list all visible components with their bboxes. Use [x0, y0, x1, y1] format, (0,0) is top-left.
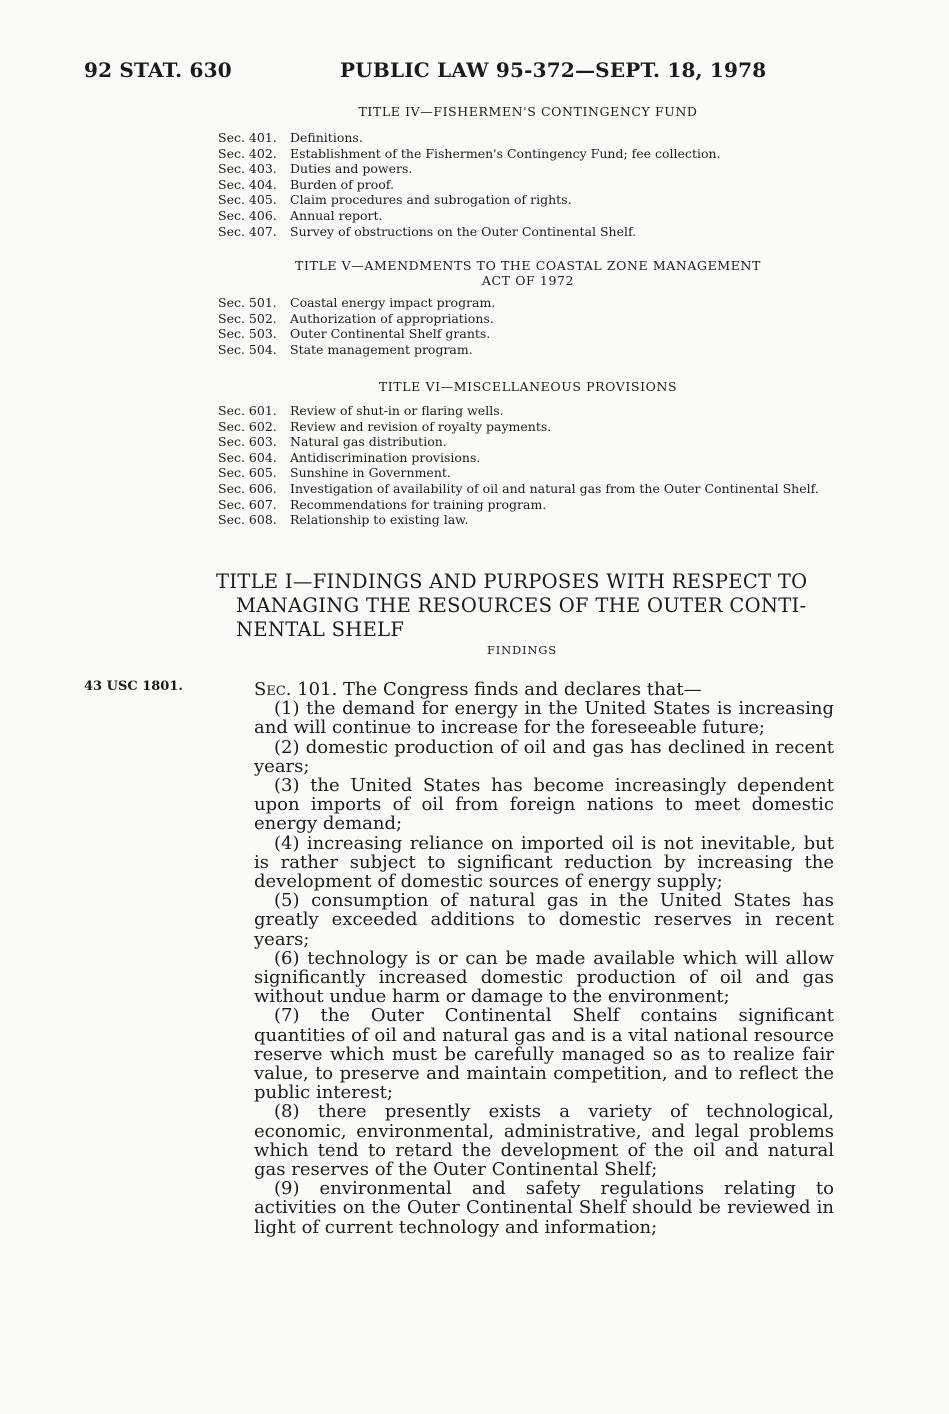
toc-entry: Sec. 501. Coastal energy impact program.	[218, 295, 496, 310]
title-v-block	[218, 258, 838, 357]
title-i-line1: TITLE I—FINDINGS AND PURPOSES WITH RESPECT TO	[216, 570, 808, 593]
title-vi-heading: TITLE VI—MISCELLANEOUS PROVISIONS	[378, 379, 678, 394]
toc-entry: Sec. 605. Sunshine in Government.	[218, 465, 451, 481]
toc-entry: Sec. 406. Annual report.	[218, 207, 383, 223]
toc-entry: Sec. 401. Definitions.	[218, 130, 363, 145]
toc-entry: Sec. 603. Natural gas distribution.	[218, 434, 447, 450]
title-iv-heading: TITLE IV—FISHERMEN'S CONTINGENCY FUND	[358, 104, 698, 119]
toc-entry: Sec. 503. Outer Continental Shelf grants.	[218, 326, 491, 342]
title-v-heading	[218, 258, 838, 288]
finding-paragraph: (1) the demand for energy in the United States is increasing and will continue to increase for the foreseeable future;	[254, 698, 834, 739]
finding-paragraph: (6) technology is or can be made available which will allow significantly increased domestic production of oil and gas without undue harm or damage to the environment;	[254, 947, 834, 1008]
toc-entry: Sec. 607. Recommendations for training program.	[218, 496, 547, 512]
toc-entry: Sec. 604. Antidiscrimination provisions.	[218, 449, 481, 465]
title-iv-section-list	[218, 130, 838, 239]
toc-entry: Sec. 608. Relationship to existing law.	[218, 512, 469, 528]
running-header: PUBLIC LAW 95-372—SEPT. 18, 1978	[340, 58, 767, 82]
finding-paragraph: (8) there presently exists a variety of technological, economic, environmental, administrative, and legal problems which tend to retard the development of the oil and natural gas reserves of the Outer Continental Shelf;	[254, 1101, 834, 1181]
toc-entry: Sec. 602. Review and revision of royalty payments.	[218, 418, 552, 434]
toc-entry: Sec. 405. Claim procedures and subrogation of rights.	[218, 192, 572, 208]
title-v-heading-line2: ACT OF 1972	[481, 273, 575, 288]
title-iv-block	[218, 104, 838, 239]
title-vi-block	[218, 379, 838, 528]
toc-entry: Sec. 601. Review of shut-in or flaring wells.	[218, 403, 504, 418]
finding-paragraph: (4) increasing reliance on imported oil is not inevitable, but is rather subject to significant reduction by increasing the development of domestic sources of energy supply;	[254, 832, 834, 893]
toc-entry: Sec. 606. Investigation of availability of oil and natural gas from the Outer Continental Shelf.	[218, 480, 819, 496]
title-i-line2: MANAGING THE RESOURCES OF THE OUTER CONTI-	[236, 594, 807, 617]
finding-paragraph: (7) the Outer Continental Shelf contains significant quantities of oil and natural gas and is a vital national resource reserve which must be carefully managed so as to realize fair value, to preserve and maintain competition, and to reflect the public interest;	[254, 1005, 834, 1104]
title-v-section-list	[218, 295, 838, 357]
section-lead: Sec. 101. The Congress finds and declares that—	[254, 679, 702, 700]
finding-paragraph: (2) domestic production of oil and gas has declined in recent years;	[254, 736, 834, 777]
findings-body	[254, 680, 834, 1237]
toc-entry: Sec. 403. Duties and powers.	[218, 161, 413, 177]
findings-subheading: FINDINGS	[487, 643, 557, 657]
title-vi-section-list	[218, 403, 838, 528]
toc-entry: Sec. 407. Survey of obstructions on the Outer Continental Shelf.	[218, 223, 637, 239]
title-i-heading	[216, 570, 841, 642]
toc-entry: Sec. 402. Establishment of the Fishermen's Contingency Fund; fee collection.	[218, 145, 721, 161]
page-stat-number: 92 STAT. 630	[84, 58, 232, 82]
title-v-heading-line1: TITLE V—AMENDMENTS TO THE COASTAL ZONE MANAGEMENT	[295, 258, 761, 273]
finding-paragraph: (5) consumption of natural gas in the United States has greatly exceeded additions to domestic reserves in recent years;	[254, 890, 834, 950]
toc-entry: Sec. 404. Burden of proof.	[218, 176, 394, 192]
toc-entry: Sec. 502. Authorization of appropriations.	[218, 310, 494, 326]
toc-entry: Sec. 504. State management program.	[218, 341, 473, 357]
margin-citation: 43 USC 1801.	[84, 679, 183, 694]
finding-paragraph: (3) the United States has become increasingly dependent upon imports of oil from foreign nations to meet domestic energy demand;	[254, 775, 834, 835]
finding-paragraph: (9) environmental and safety regulations relating to activities on the Outer Continental Shelf should be reviewed in light of current technology and information;	[254, 1178, 834, 1238]
title-i-line3: NENTAL SHELF	[236, 618, 405, 641]
